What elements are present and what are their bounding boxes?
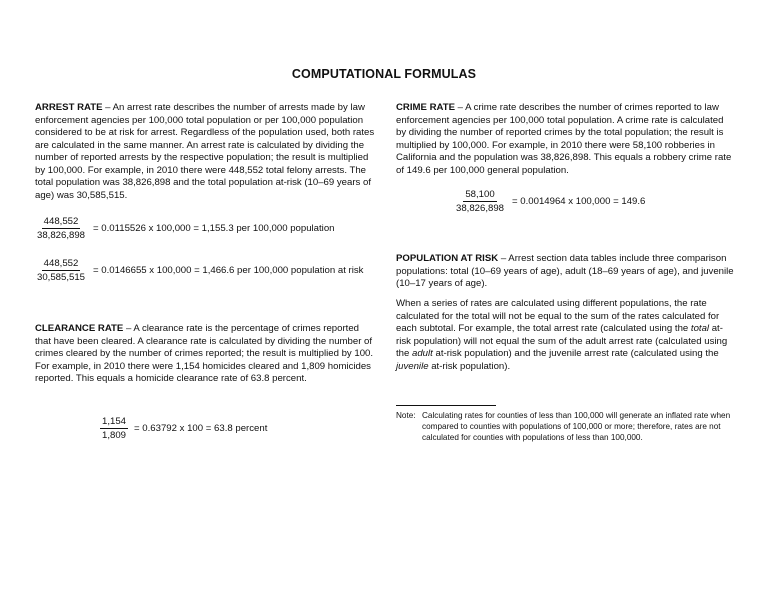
population-at-risk-body: – Arrest section data tables include three comparison populations: total (10–69 years of age), adult (18–69 years of age), and juvenile (10–17 years of age). <box>396 253 734 289</box>
clearance-rate-paragraph <box>35 323 375 386</box>
crime-rate-heading: CRIME RATE <box>396 102 455 113</box>
rates-text: at-risk population) will not equal the sum of the adult arrest rate (calculated using the <box>396 323 728 359</box>
formula-result: = 0.0115526 x 100,000 = 1,155.3 per 100,000 population <box>93 223 335 234</box>
emphasis-total: total <box>690 323 710 334</box>
formula-result: = 0.63792 x 100 = 63.8 percent <box>134 423 268 434</box>
clearance-rate-body: – A clearance rate is the percentage of crimes reported that have been cleared. A clearance rate is calculated by dividing the number of crimes cleared by the number of crimes reported; the result is multiplied by 100. For example, in 2010 there were 1,154 homicides cleared and 1,809 homicides reported. This equals a homicide clearance rate of 63.8 percent. <box>35 323 374 384</box>
arrest-formula-at-risk <box>35 258 363 283</box>
fraction-denominator: 30,585,515 <box>37 272 86 283</box>
fraction-numerator: 1,154 <box>102 416 127 427</box>
formula-result: = 0.0014964 x 100,000 = 149.6 <box>512 196 646 207</box>
rates-text: When a series of rates are calculated using different populations, the rate calculated for the total will not be equal to the sum of the rates calculated for each subtotal. For example, the total arrest rate (calculated using the <box>396 298 720 334</box>
formula-result: = 0.0146655 x 100,000 = 1,466.6 per 100,000 population at risk <box>93 265 364 276</box>
arrest-rate-heading: ARREST RATE <box>35 102 103 113</box>
emphasis-juvenile: juvenile <box>396 360 429 372</box>
clearance-formula <box>100 416 267 441</box>
population-at-risk-paragraph <box>396 253 736 291</box>
page-title: COMPUTATIONAL FORMULAS <box>291 67 477 81</box>
fraction-denominator: 38,826,898 <box>456 203 505 214</box>
note-text: Calculating rates for counties of less than 100,000 will generate an inflated rate when compared to counties with populations of 100,000 or more; therefore, rates are not calculated for counties with populations of less than 100,000. <box>422 411 731 442</box>
note-label: Note: <box>396 411 416 420</box>
footnote <box>396 410 732 443</box>
fraction-numerator: 448,552 <box>43 258 79 269</box>
clearance-rate-heading: CLEARANCE RATE <box>35 323 124 334</box>
population-at-risk-heading: POPULATION AT RISK <box>396 253 499 264</box>
fraction-numerator: 58,100 <box>465 189 495 200</box>
arrest-formula-total <box>35 216 335 241</box>
arrest-rate-body: – An arrest rate describes the number of arrests made by law enforcement agencies per 100,000 total population or per 100,000 population considered to be at risk for arrest. Regardless of the population used, both rates are calculated in the same manner. An arrest rate is calculated by dividing the number of reported arrests by the respective population; the result is multiplied by 100,000. For example, in 2010 there were 448,552 total felony arrests. The total population was 38,826,898 and the total population at-risk (10–69 years of age) was 30,585,515. <box>35 102 375 201</box>
crime-rate-body: – A crime rate describes the number of crimes reported to law enforcement agencies per 100,000 total population. A crime rate is calculated by dividing the number of reported crimes by the total population; the result is multiplied by 100,000. For example, in 2010 there were 58,100 robberies in California and the population was 38,826,898. This equals a robbery crime rate of 149.6 per 100,000 general population. <box>396 102 732 176</box>
arrest-rate-paragraph <box>35 102 375 202</box>
fraction-denominator: 1,809 <box>102 430 127 441</box>
rates-explanation-paragraph <box>396 298 736 373</box>
note-divider <box>396 405 496 406</box>
fraction-numerator: 448,552 <box>43 216 79 227</box>
rates-text: at-risk population) and the juvenile arrest rate (calculated using the <box>432 348 719 359</box>
crime-formula <box>454 189 645 214</box>
emphasis-adult: adult <box>412 348 433 359</box>
fraction-denominator: 38,826,898 <box>37 230 86 241</box>
rates-text: at-risk population). <box>428 360 511 372</box>
crime-rate-paragraph <box>396 102 736 177</box>
